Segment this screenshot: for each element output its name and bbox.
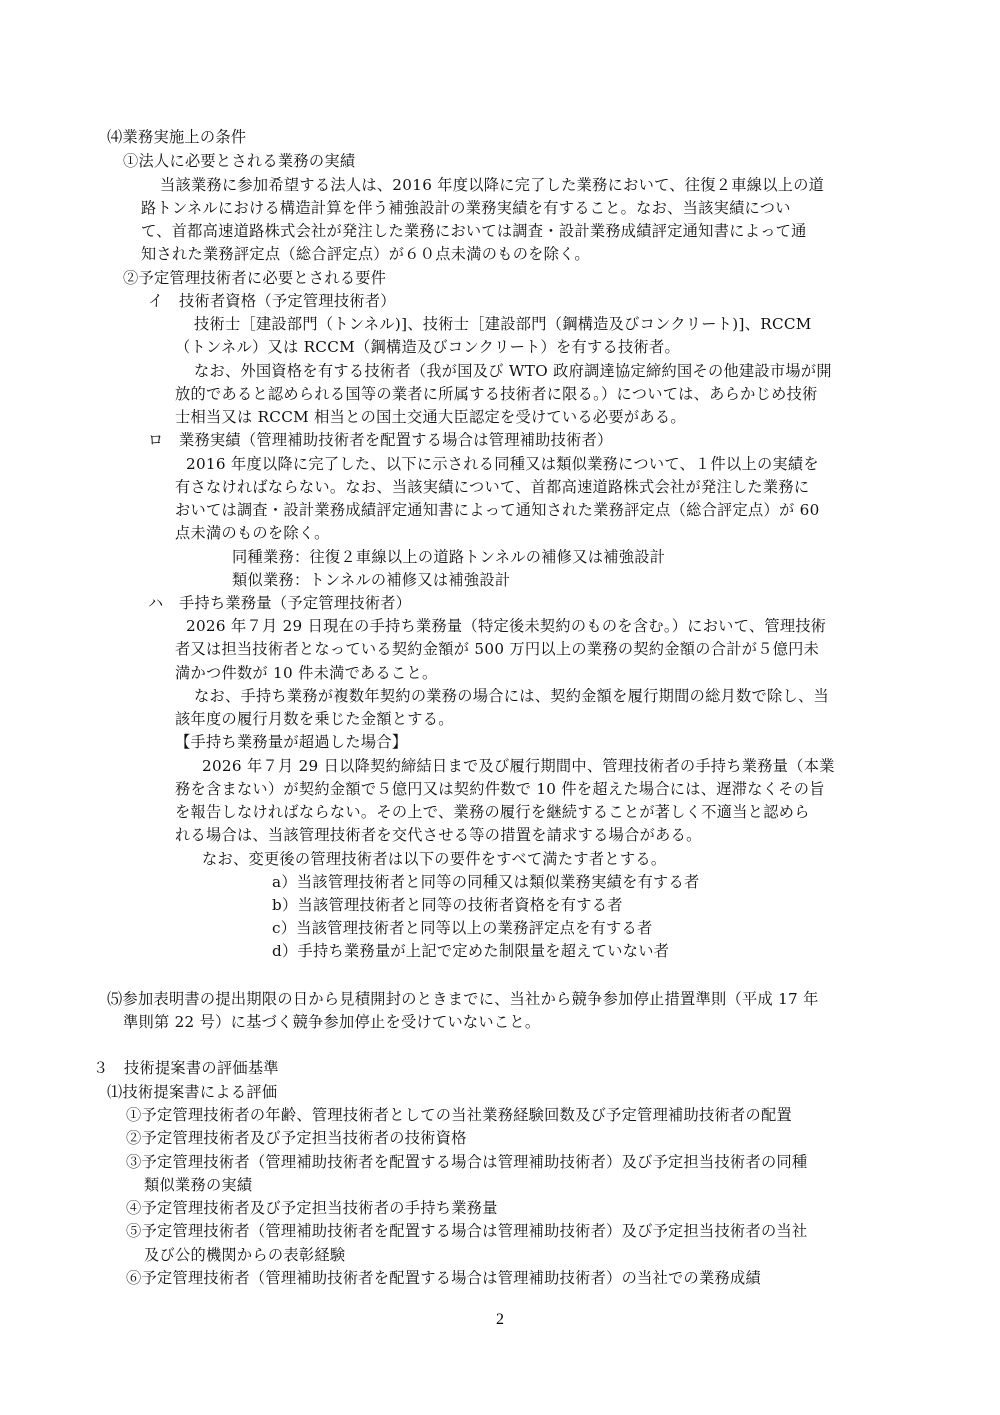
text-line-s4-2-ha-p4: なお、手持ち業務が複数年契約の業務の場合には、契約金額を履行期間の総月数で除し、当 (194, 687, 829, 705)
text-line-s4-1-p4: 知された業務評定点（総合評定点）が６０点未満のものを除く。 (141, 245, 590, 263)
text-line-s4-2-ha-heading: ハ 手持ち業務量（予定管理技術者） (148, 594, 412, 612)
text-line-s4-2-i-p3: なお、外国資格を有する技術者（我が国及び WTO 政府調達協定締約国その他建設市場が開 (194, 362, 832, 380)
text-line-s3-1-item2: ②予定管理技術者及び予定担当技術者の技術資格 (126, 1129, 467, 1147)
text-line-s4-1-p2: 路トンネルにおける構造計算を伴う補強設計の業務実績を有すること。なお、当該実績につい (141, 199, 791, 217)
text-line-s4-2-i-p5: 士相当又は RCCM 相当との国土交通大臣認定を受けている必要がある。 (175, 408, 686, 426)
text-line-s4-2-ha-over-c: c）当該管理技術者と同等以上の業務評定点を有する者 (272, 919, 653, 937)
text-line-s4-2-ha-p1: 2026 年７月 29 日現在の手持ち業務量（特定後未契約のものを含む。）において、管理技術 (186, 617, 827, 635)
text-line-s4-2-ro-p2: 有さなければならない。なお、当該実績について、首都高速道路株式会社が発注した業務に (175, 478, 810, 496)
text-line-s4-2-i-p2: （トンネル）又は RCCM（鋼構造及びコンクリート）を有する技術者。 (175, 338, 680, 356)
text-line-s4-2-i-p4: 放的であると認められる国等の業者に所属する技術者に限る。）については、あらかじめ技術 (175, 385, 818, 403)
text-line-s4-2-ha-over-b: b）当該管理技術者と同等の技術者資格を有する者 (272, 896, 623, 914)
text-line-s4-1-heading: ①法人に必要とされる業務の実績 (123, 152, 356, 170)
text-line-s4-2-ha-over-p3: を報告しなければならない。その上で、業務の履行を継続することが著しく不適当と認めら (175, 803, 810, 821)
text-line-s4-2-ha-over-p2: 務を含まない）が契約金額で５億円又は契約件数で 10 件を超えた場合には、遅滞なくその旨 (175, 780, 825, 798)
text-line-s4-heading: ⑷業務実施上の条件 (107, 128, 247, 146)
text-line-s3-1-item4: ④予定管理技術者及び予定担当技術者の手持ち業務量 (126, 1199, 498, 1217)
text-line-s4-2-ro-similar: 類似業務：トンネルの補修又は補強設計 (232, 571, 511, 589)
text-line-s4-2-i-heading: イ 技術者資格（予定管理技術者） (148, 292, 396, 310)
text-line-s3-1-item5a: ⑤予定管理技術者（管理補助技術者を配置する場合は管理補助技術者）及び予定担当技術者の当社 (126, 1222, 808, 1240)
text-line-s5-p1: ⑸参加表明書の提出期限の日から見積開封のときまでに、当社から競争参加停止措置準則（平成 17 年 (107, 990, 819, 1008)
text-line-s3-1-item5b: 及び公的機関からの表彰経験 (144, 1246, 346, 1264)
text-line-s4-2-ha-p5: 該年度の履行月数を乗じた金額とする。 (175, 710, 454, 728)
text-line-s4-2-ha-over-heading: 【手持ち業務量が超過した場合】 (175, 733, 408, 751)
text-line-s3-heading: ３ 技術提案書の評価基準 (93, 1059, 279, 1077)
text-line-s4-2-i-p1: 技術士［建設部門（トンネル)]、技術士［建設部門（鋼構造及びコンクリート)]、RCCM (194, 315, 812, 333)
text-line-s3-1-heading: ⑴技術提案書による評価 (107, 1083, 278, 1101)
text-line-s4-2-ro-p4: 点未満のものを除く。 (175, 524, 330, 542)
text-line-s4-2-ha-over-p4: れる場合は、当該管理技術者を交代させる等の措置を請求する場合がある。 (175, 826, 702, 844)
text-line-s3-1-item6: ⑥予定管理技術者（管理補助技術者を配置する場合は管理補助技術者）の当社での業務成績 (126, 1269, 761, 1287)
page-number: 2 (496, 1311, 504, 1328)
text-line-s4-2-ro-p1: 2016 年度以降に完了した、以下に示される同種又は類似業務について、１件以上の実績を (186, 455, 819, 473)
text-line-s4-2-ha-p2: 者又は担当技術者となっている契約金額が 500 万円以上の業務の契約金額の合計が５億円未 (175, 640, 820, 658)
text-line-s4-2-ro-heading: ロ 業務実績（管理補助技術者を配置する場合は管理補助技術者） (148, 431, 613, 449)
text-line-s4-2-heading: ②予定管理技術者に必要とされる要件 (123, 269, 387, 287)
text-line-s4-2-ha-over-p1: 2026 年７月 29 日以降契約締結日まで及び履行期間中、管理技術者の手持ち業務量（本業 (202, 757, 835, 775)
text-line-s3-1-item1: ①予定管理技術者の年齢、管理技術者としての当社業務経験回数及び予定管理補助技術者の配置 (126, 1106, 792, 1124)
text-line-s4-2-ha-over-a: a）当該管理技術者と同等の同種又は類似業務実績を有する者 (272, 873, 700, 891)
text-line-s4-2-ha-p3: 満かつ件数が 10 件未満であること。 (175, 664, 438, 682)
text-line-s4-2-ro-same: 同種業務：往復２車線以上の道路トンネルの補修又は補強設計 (232, 548, 666, 566)
text-line-s3-1-item3b: 類似業務の実績 (144, 1176, 253, 1194)
text-line-s4-1-p1: 当該業務に参加希望する法人は、2016 年度以降に完了した業務において、往復２車線以上の道 (160, 176, 825, 194)
text-line-s3-1-item3a: ③予定管理技術者（管理補助技術者を配置する場合は管理補助技術者）及び予定担当技術者の同種 (126, 1153, 808, 1171)
text-line-s4-2-ha-over-p5: なお、変更後の管理技術者は以下の要件をすべて満たす者とする。 (202, 850, 667, 868)
text-line-s4-2-ha-over-d: d）手持ち業務量が上記で定めた制限量を超えていない者 (272, 942, 670, 960)
text-line-s4-2-ro-p3: おいては調査・設計業務成績評定通知書によって通知された業務評定点（総合評定点）が 60 (175, 501, 820, 519)
text-line-s4-1-p3: て、首都高速道路株式会社が発注した業務においては調査・設計業務成績評定通知書によって通 (141, 222, 807, 240)
text-line-s5-p2: 準則第 22 号）に基づく競争参加停止を受けていないこと。 (123, 1013, 541, 1031)
